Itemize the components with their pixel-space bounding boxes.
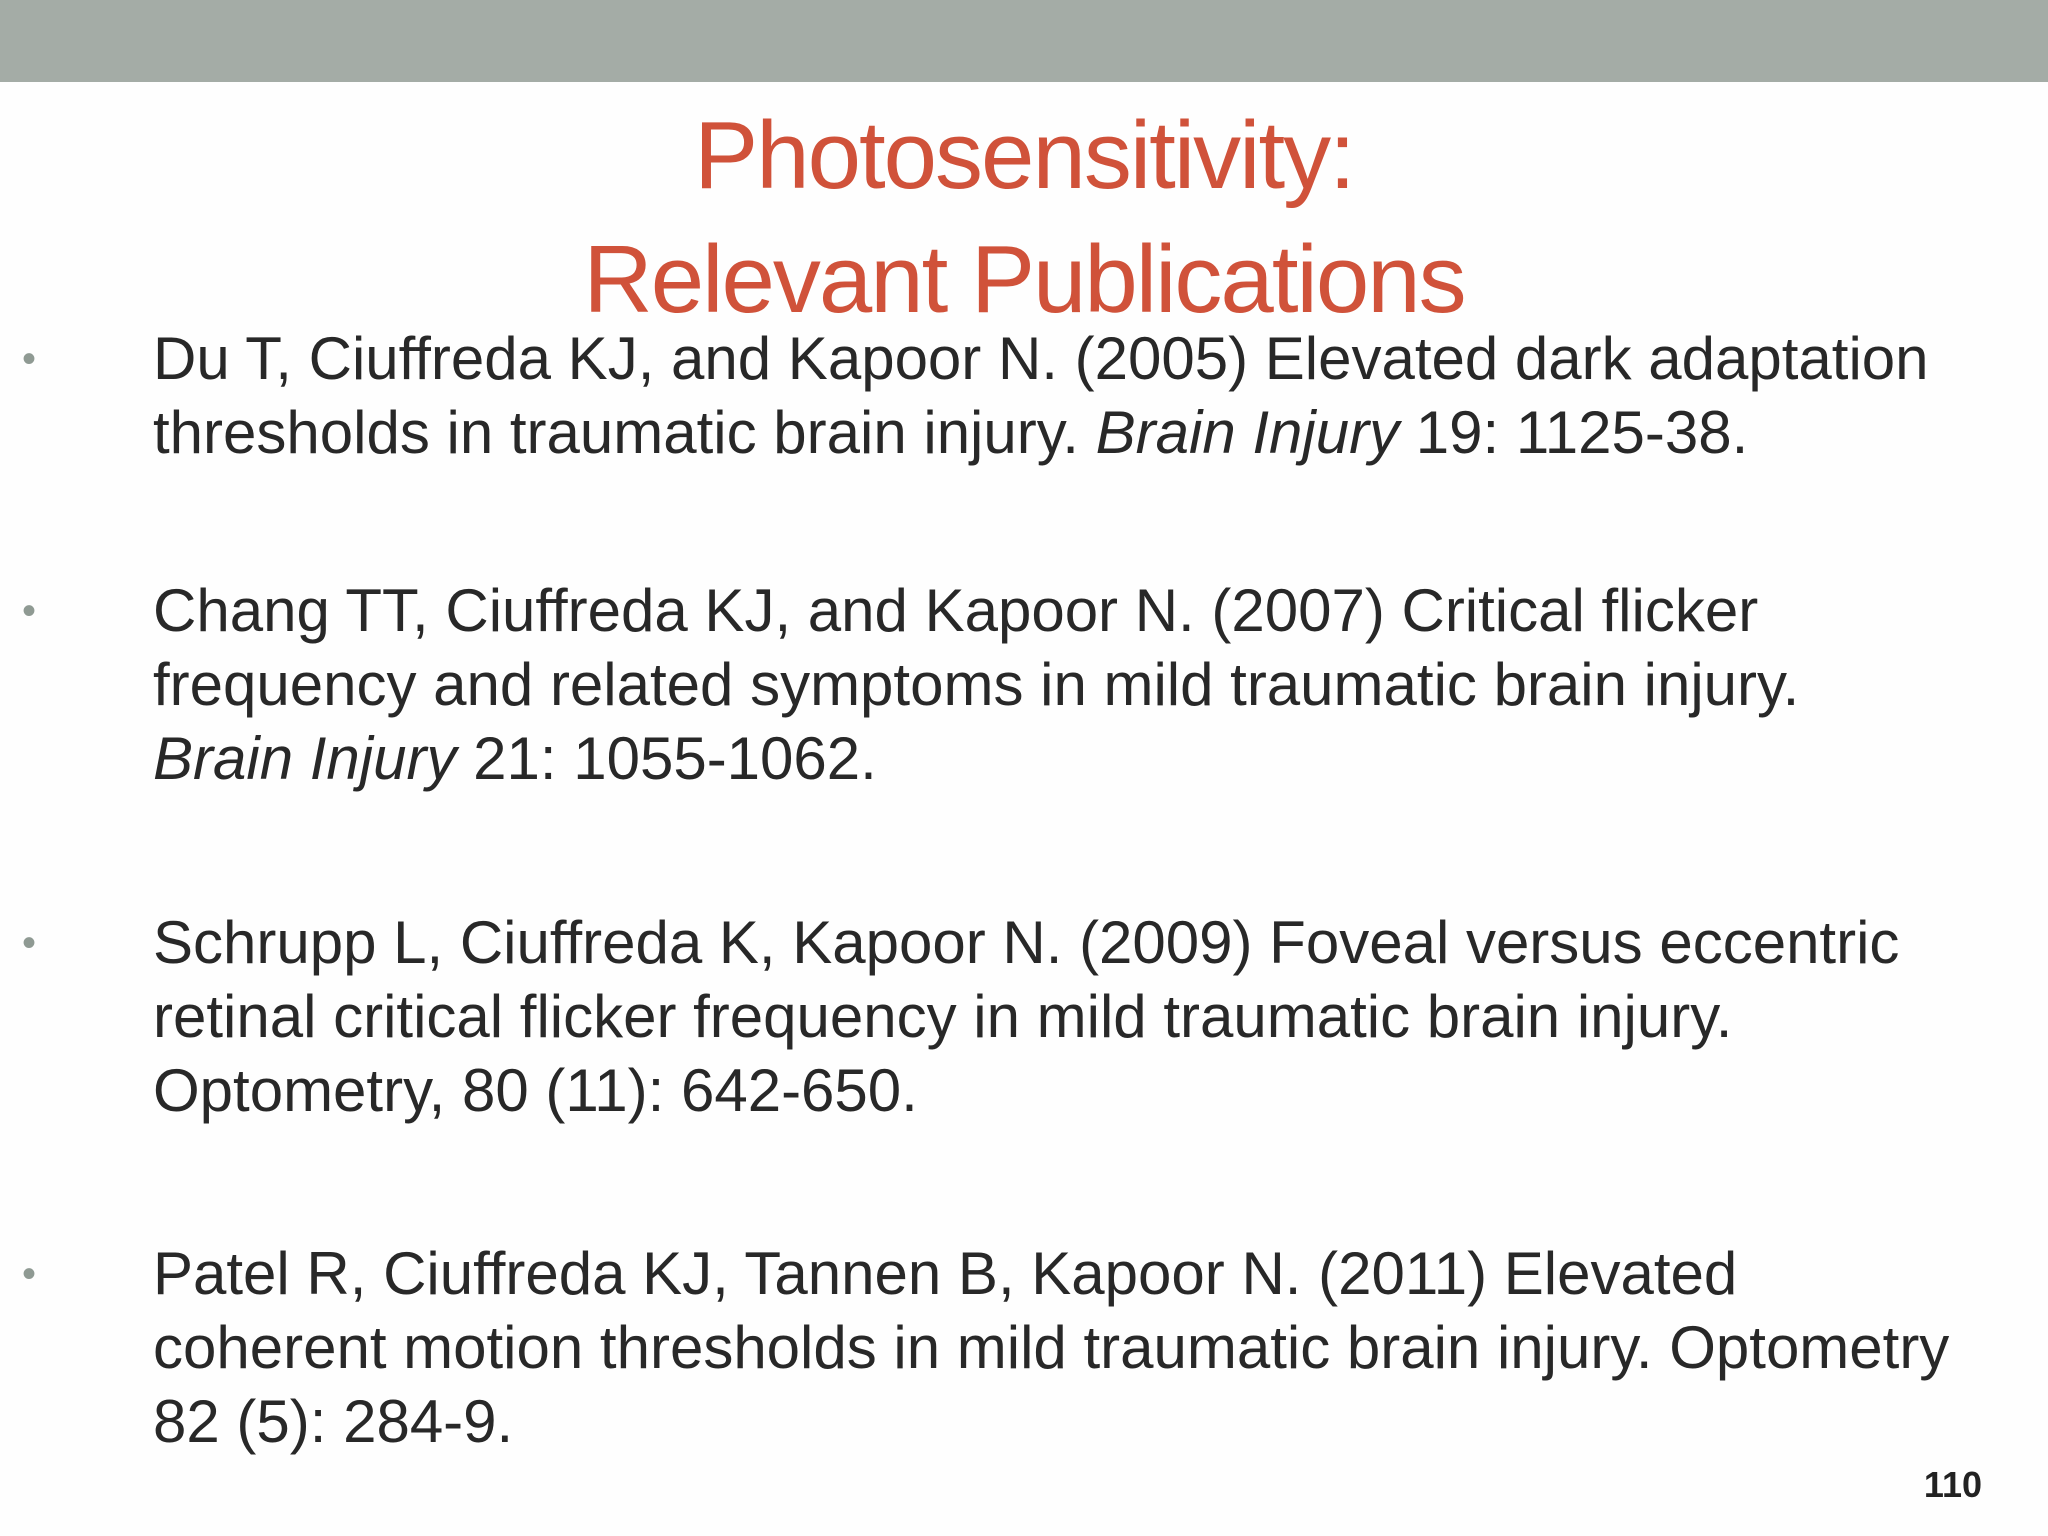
reference-line: Optometry, 80 (11): 642-650. — [153, 1057, 918, 1124]
reference-line: retinal critical flicker frequency in mild traumatic brain injury. — [153, 983, 1733, 1050]
reference-line: coherent motion thresholds in mild traumatic brain injury. Optometry — [153, 1314, 1950, 1381]
reference-line: 82 (5): 284-9. — [153, 1388, 514, 1455]
reference-line: Schrupp L, Ciuffreda K, Kapoor N. (2009) Foveal versus eccentric — [153, 909, 1900, 976]
reference-text — [153, 906, 2043, 1128]
page-number: 110 — [1923, 1464, 1982, 1505]
reference-text-segment: thresholds in traumatic brain injury. — [153, 399, 1096, 466]
bullet-icon: • — [22, 337, 37, 381]
reference-line: frequency and related symptoms in mild traumatic brain injury. — [153, 651, 1800, 718]
journal-name: Brain Injury — [153, 725, 457, 792]
reference-text — [153, 1237, 2043, 1459]
bullet-icon: • — [22, 1252, 37, 1296]
journal-name: Brain Injury — [1095, 399, 1400, 466]
reference-line: Du T, Ciuffreda KJ, and Kapoor N. (2005) Elevated dark adaptation — [153, 325, 1929, 392]
reference-text-segment: 21: 1055-1062. — [456, 725, 877, 792]
reference-line — [153, 396, 2043, 470]
bullet-icon: • — [22, 921, 37, 965]
bullet-icon: • — [22, 589, 37, 633]
reference-text-segment: 19: 1125-38. — [1399, 399, 1749, 466]
title-line-2: Relevant Publications — [583, 226, 1465, 333]
reference-line — [153, 722, 2043, 796]
reference-text — [153, 574, 2043, 796]
reference-text — [153, 322, 2043, 470]
title-line-1: Photosensitivity: — [694, 102, 1354, 209]
reference-line: Patel R, Ciuffreda KJ, Tannen B, Kapoor N. (2011) Elevated — [153, 1240, 1738, 1307]
reference-line: Chang TT, Ciuffreda KJ, and Kapoor N. (2007) Critical flicker — [153, 577, 1759, 644]
